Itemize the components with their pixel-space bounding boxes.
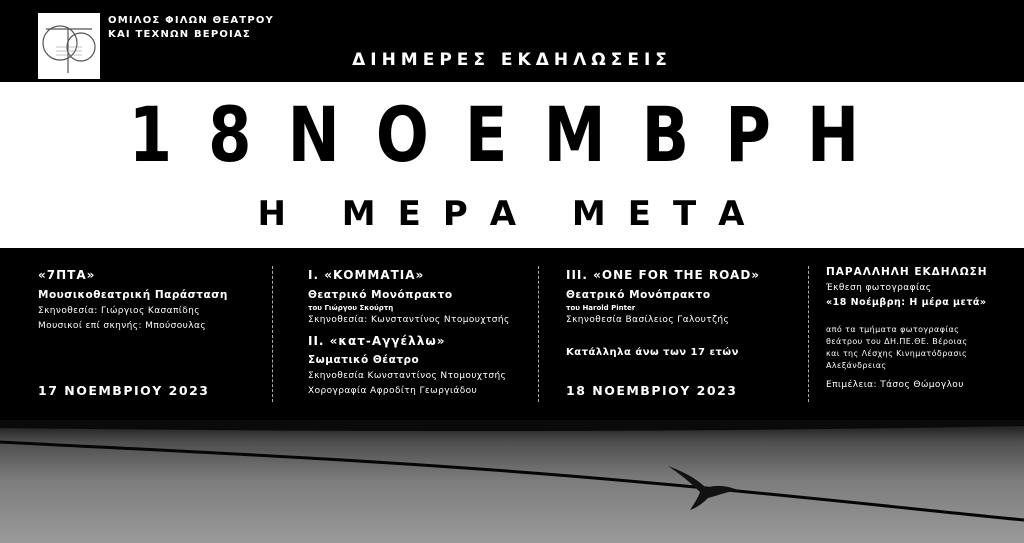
column-divider	[538, 266, 539, 402]
organization-name	[108, 14, 274, 42]
event-column-one-for-the-road	[566, 264, 760, 358]
event-director: Σκηνοθεσία Κωνσταντίνος Ντομουχτσής	[308, 371, 507, 381]
event-title: «7ΠΤΑ»	[38, 268, 96, 282]
column-divider	[272, 266, 273, 402]
event-author: του Γιώργου Σκούρτη	[308, 304, 394, 312]
exhibition-type: Έκθεση φωτογραφίας	[826, 283, 932, 293]
event-genre: Θεατρικό Μονόπρακτο	[308, 289, 453, 301]
secondary-title: Η ΜΕΡΑ ΜΕΤΑ	[257, 194, 767, 234]
org-line-2: ΚΑΙ ΤΕΧΝΩΝ ΒΕΡΟΙΑΣ	[108, 29, 251, 40]
event-genre: Μουσικοθεατρική Παράσταση	[38, 289, 228, 301]
exhibition-title: «18 Νοέμβρη: Η μέρα μετά»	[826, 297, 987, 308]
photo-shadow	[0, 420, 1024, 431]
event-title: ΙΙΙ. «ONE FOR THE ROAD»	[566, 268, 761, 282]
exhibition-description-4: Αλεξάνδρειας	[826, 361, 887, 370]
event-date-17: 17 ΝΟΕΜΒΡΙΟΥ 2023	[38, 383, 210, 398]
wire-line	[0, 442, 1024, 520]
event-choreography: Χορογραφία Αφροδίτη Γεωργιάδου	[308, 386, 478, 396]
event-date-18: 18 ΝΟΕΜΒΡΙΟΥ 2023	[566, 383, 738, 398]
bird-silhouette	[668, 466, 738, 510]
exhibition-curator: Επιμέλεια: Τάσος Θώμογλου	[826, 380, 964, 390]
org-line-1: ΟΜΙΛΟΣ ΦΙΛΩΝ ΘΕΑΤΡΟΥ	[108, 15, 275, 26]
event-musicians: Μουσικοί επί σκηνής: Μπούσουλας	[38, 321, 207, 331]
event-title: ΙΙ. «κατ-Αγγέλλω»	[308, 334, 446, 348]
exhibition-description-2: θεάτρου του ΔΗ.ΠΕ.ΘΕ. Βέροιας	[826, 337, 968, 346]
event-column-7pta	[38, 264, 228, 331]
event-genre: Σωματικό Θέατρο	[308, 354, 420, 366]
main-title: 18ΝΟΕΜΒΡΗ	[128, 90, 896, 179]
age-rating-note: Κατάλληλα άνω των 17 ετών	[566, 347, 739, 358]
event-genre: Θεατρικό Μονόπρακτο	[566, 289, 711, 301]
event-subtitle: ΔΙΗΜΕΡΕΣ ΕΚΔΗΛΩΣΕΙΣ	[352, 50, 672, 70]
event-director: Σκηνοθεσία: Κωνσταντίνος Ντομουχτσής	[308, 315, 510, 325]
column-divider	[808, 266, 809, 402]
event-author: του Harold Pinter	[566, 304, 636, 312]
event-title: Ι. «ΚΟΜΜΑΤΙΑ»	[308, 268, 425, 282]
exhibition-description-1: από τα τμήματα φωτογραφίας	[826, 325, 960, 334]
exhibition-description-3: και της Λέσχης Κινηματόδρασις	[826, 349, 968, 358]
event-director: Σκηνοθεσία: Γιώργιος Κασαπίδης	[38, 306, 200, 316]
parallel-event-heading: ΠΑΡΑΛΛΗΛΗ ΕΚΔΗΛΩΣΗ	[826, 266, 988, 278]
background-photo	[0, 420, 1024, 543]
event-director: Σκηνοθεσία Βασίλειος Γαλουτζής	[566, 315, 730, 325]
event-column-kommatia	[308, 264, 510, 396]
parallel-event-column	[826, 266, 988, 390]
